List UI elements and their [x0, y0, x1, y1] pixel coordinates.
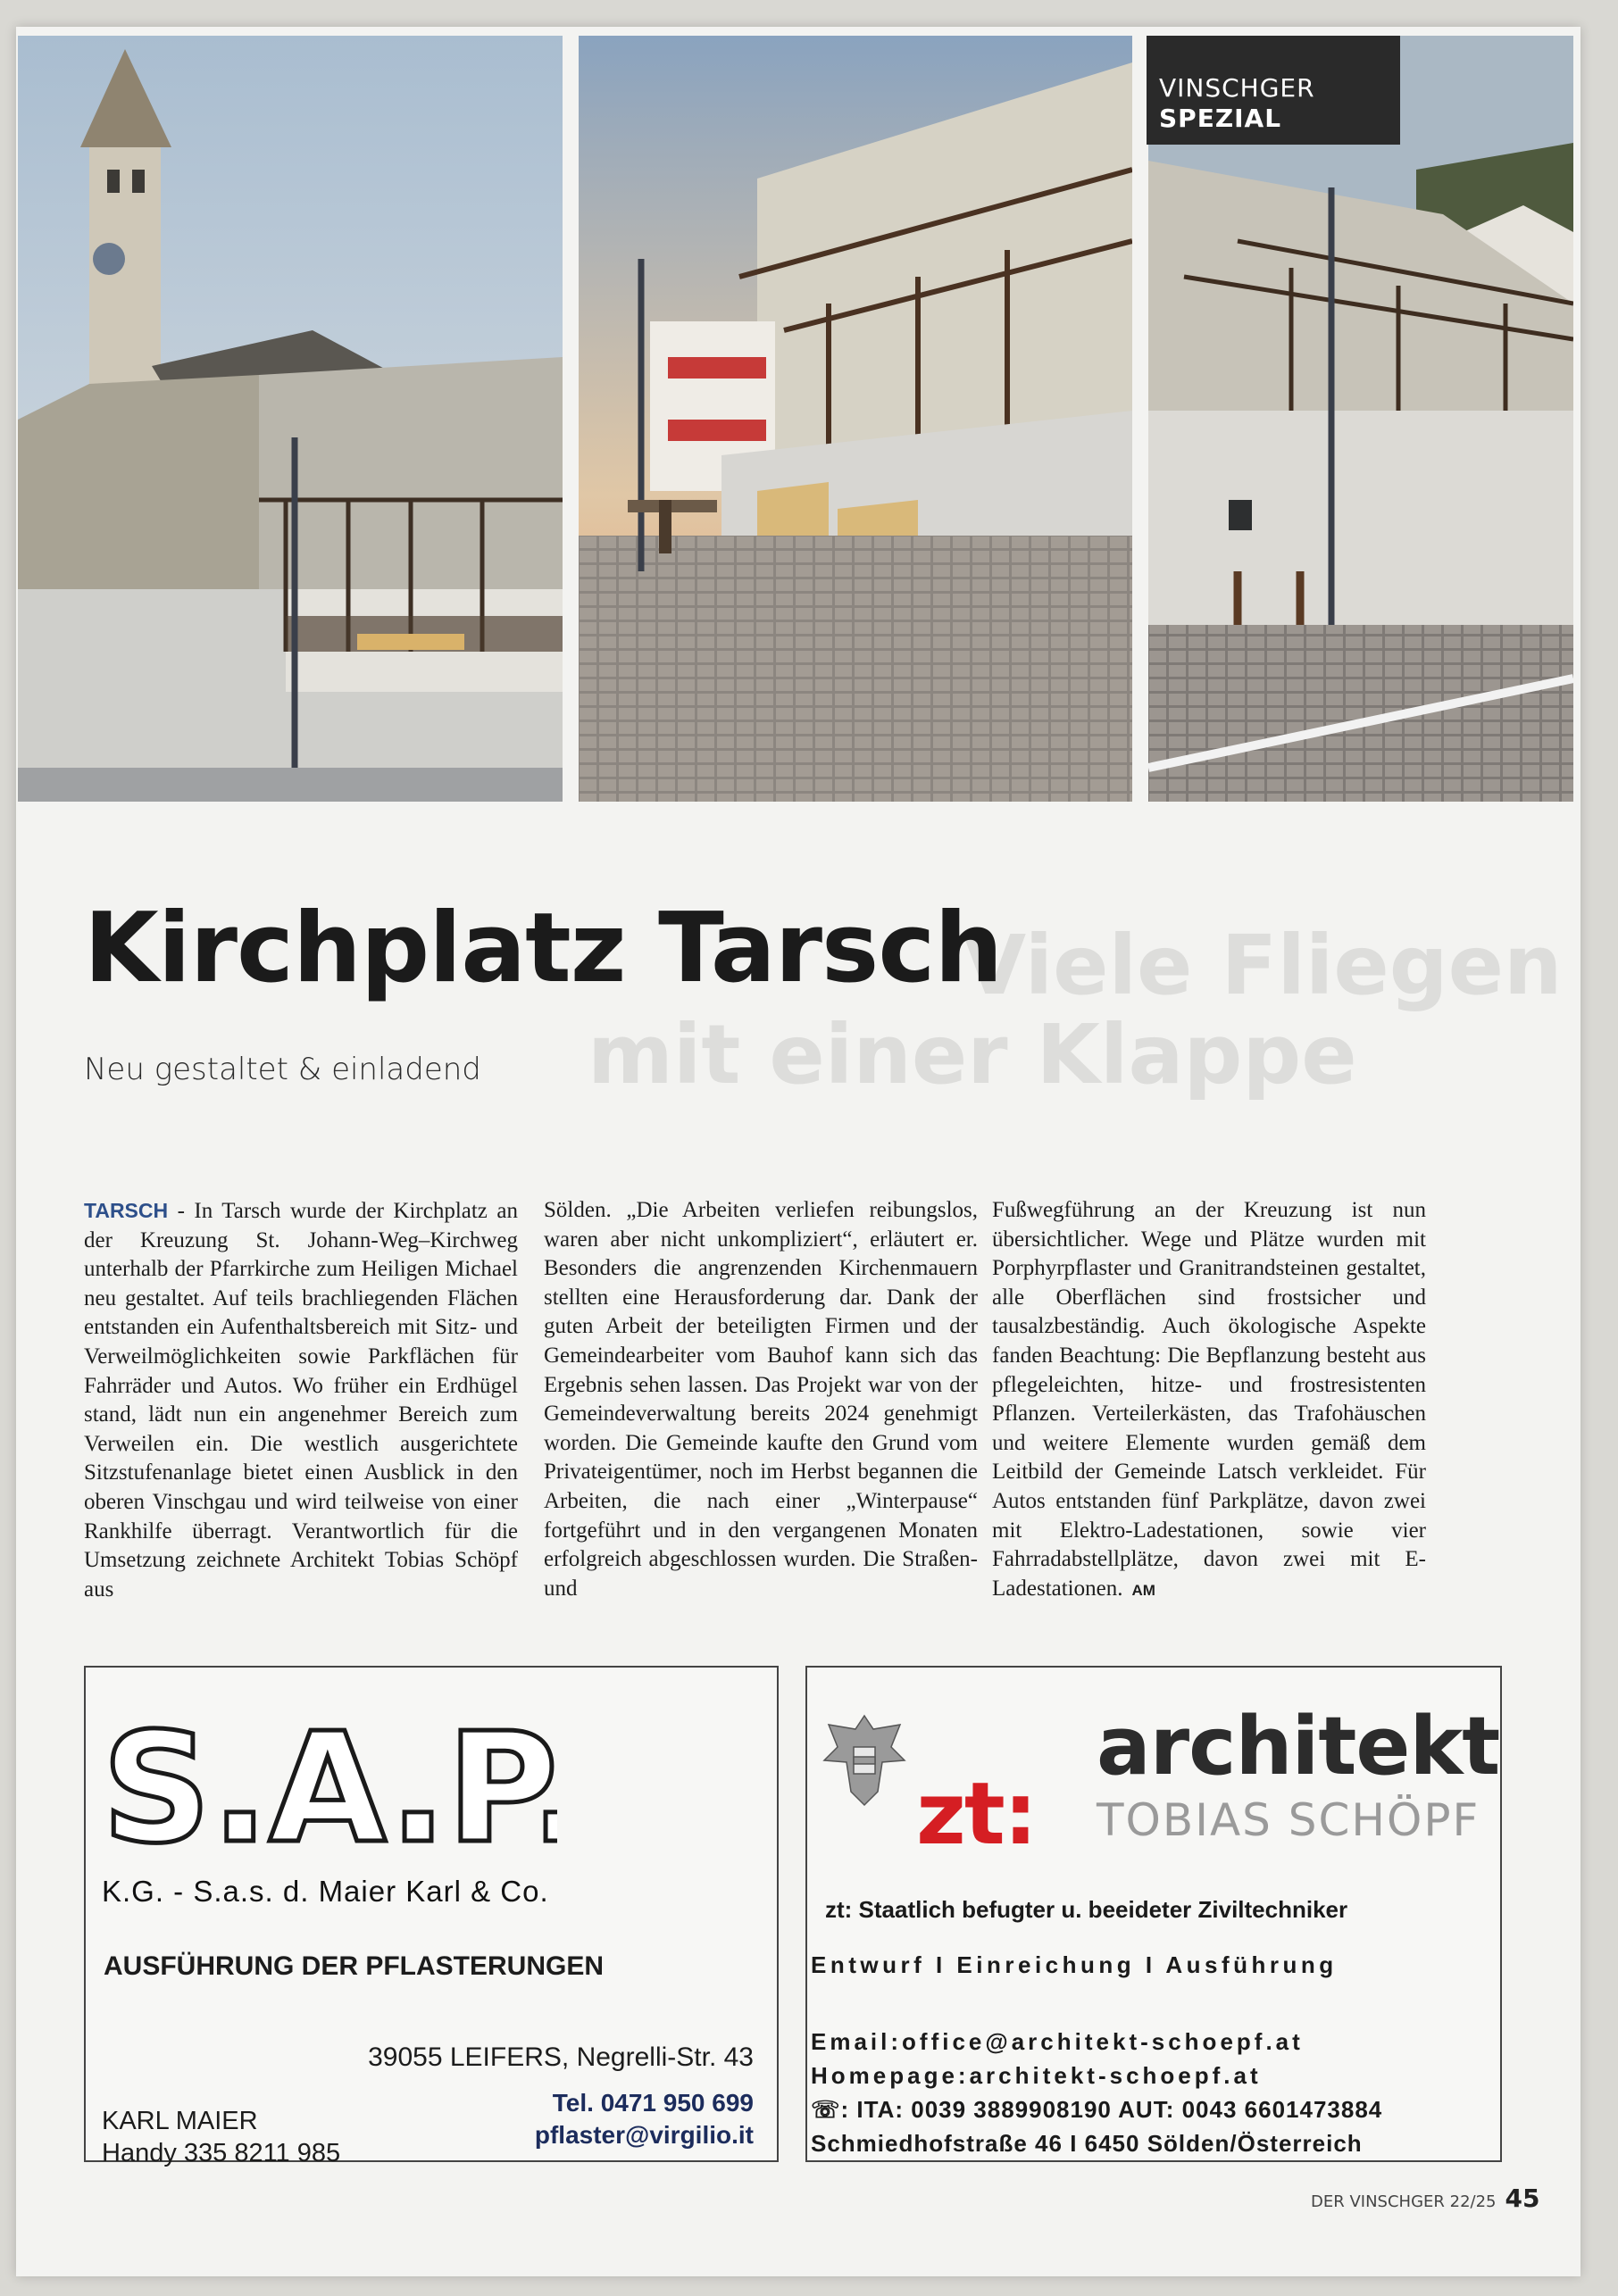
sap-headline: AUSFÜHRUNG DER PFLASTERUNGEN [104, 1951, 605, 1981]
sap-firm-name: K.G. - S.a.s. d. Maier Karl & Co. [102, 1875, 549, 1908]
article-text-3: Fußwegführung an der Kreuzung ist nun übersichtlicher. Wege und Plätze wurden mit Porphyrpflaster und Granitrandsteinen gestaltet, alle Oberflächen sind frostsicher und tausalzbeständig. Auch ökologische Aspekte fanden Beachtung: Die Bepflanzung besteht aus pflegeleichten, hitze- und frostresistenten Pflanzen. Verteilerkästen, das Trafohäuschen und weitere Elemente wurden gemäß dem Leitbild der Gemeinde Latsch verkleidet. Für Autos entstanden fünf Parkplätze, davon zwei mit Elektro-Ladestationen, sowie vier Fahrradabstellplätze, davon zwei mit E-Ladestationen. [992, 1198, 1426, 1601]
article-column-1 [84, 1196, 518, 1604]
bleed-through-heading [963, 919, 1563, 1012]
ribbon-line-2: SPEZIAL [1159, 104, 1282, 133]
page-footer [1311, 2184, 1539, 2213]
sap-contact-person [102, 2105, 340, 2169]
section-ribbon [1147, 36, 1400, 145]
zt-email[interactable]: Email:office@architekt-schoepf.at [811, 2028, 1304, 2055]
article-kicker: TARSCH [84, 1199, 169, 1222]
zt-mark: zt: [916, 1764, 1037, 1864]
article-column-2 [544, 1196, 978, 1603]
sap-address: 39055 LEIFERS, Negrelli-Str. 43 [368, 2042, 754, 2072]
photo-bike-stands [1148, 36, 1573, 802]
austrian-eagle-icon [820, 1707, 909, 1818]
zt-architect-name: TOBIAS SCHÖPF [1097, 1794, 1480, 1846]
zt-services: Entwurf I Einreichung I Ausführung [811, 1951, 1338, 1978]
bleed-through-heading-2 [588, 1009, 1357, 1102]
photo-seating-steps [579, 36, 1132, 802]
bleed-through-line-2: mit einer Klappe [588, 1007, 1357, 1102]
sap-phone[interactable]: Tel. 0471 950 699 [552, 2089, 754, 2117]
magazine-page [16, 27, 1580, 2276]
bleed-through-line-1: Viele Fliegen [963, 918, 1563, 1013]
ribbon-line-1: VINSCHGER [1159, 73, 1315, 103]
article-author: AM [1131, 1581, 1155, 1599]
article-subtitle: Neu gestaltet & einladend [84, 1052, 481, 1087]
zt-phones[interactable]: ☏: ITA: 0039 3889908190 AUT: 0043 6601473884 [811, 2096, 1383, 2123]
page-number: 45 [1505, 2184, 1540, 2213]
sap-contact-details [535, 2087, 754, 2151]
photo-church-tower [18, 36, 563, 802]
sap-logo-lettering: S.A.P. [102, 1707, 557, 1868]
zt-address: Schmiedhofstraße 46 I 6450 Sölden/Österreich [811, 2130, 1363, 2157]
zt-tagline: zt: Staatlich befugter u. beeideter Ziviltechniker [825, 1896, 1348, 1923]
article-text-2: Sölden. „Die Arbeiten verliefen reibungslos, waren aber nicht unkompliziert“, erläutert er. Besonders die angrenzenden Kirchenmauern stellten eine Herausforderung dar. Dank der guten Arbeit der beteiligten Firmen und der Gemeindearbeiter vom Bauhof kann sich das Ergebnis sehen lassen. Das Projekt war von der Gemeindeverwaltung bereits 2024 genehmigt worden. Die Gemeinde kaufte den Grund vom Privateigentümer, noch im Herbst begannen die Arbeiten, die nach einer „Winterpause“ fortgeführt und in den vergangenen Monaten erfolgreich abgeschlossen wurden. Die Straßen- und [544, 1198, 978, 1601]
sap-email[interactable]: pflaster@virgilio.it [534, 2121, 754, 2149]
article-column-3 [992, 1196, 1426, 1605]
article-text-1: - In Tarsch wurde der Kirchplatz an der Kreuzung St. Johann-Weg–Kirchweg unterhalb der Pfarrkirche zum Heiligen Michael neu gestaltet. Auf teils brachliegenden Flächen entstanden ein Aufenthaltsbereich mit Sitz- und Verweilmöglichkeiten sowie Parkflächen für Fahrräder und Autos. Wo früher ein Erdhügel stand, lädt nun ein angenehmer Bereich zum Verweilen ein. Die westlich ausgerichtete Sitzstufenanlage bietet einen Ausblick in den oberen Vinschgau und wird teilweise von einer Rankhilfe überragt. Verantwortlich für die Umsetzung zeichnete Architekt Tobias Schöpf aus [84, 1199, 518, 1601]
zt-homepage[interactable]: Homepage:architekt-schoepf.at [811, 2062, 1262, 2089]
ad-sap-paving [84, 1666, 779, 2167]
article-title: Kirchplatz Tarsch [84, 893, 1003, 1004]
ad-zt-architekt [805, 1666, 1502, 2162]
sap-mobile: Handy 335 8211 985 [102, 2139, 341, 2167]
magazine-issue: DER VINSCHGER 22/25 [1311, 2192, 1497, 2211]
zt-architekt-word: architekt [1097, 1700, 1500, 1793]
zt-contact-block [811, 2025, 1382, 2160]
sap-person-name: KARL MAIER [102, 2107, 258, 2135]
sap-logo [102, 1707, 557, 1872]
